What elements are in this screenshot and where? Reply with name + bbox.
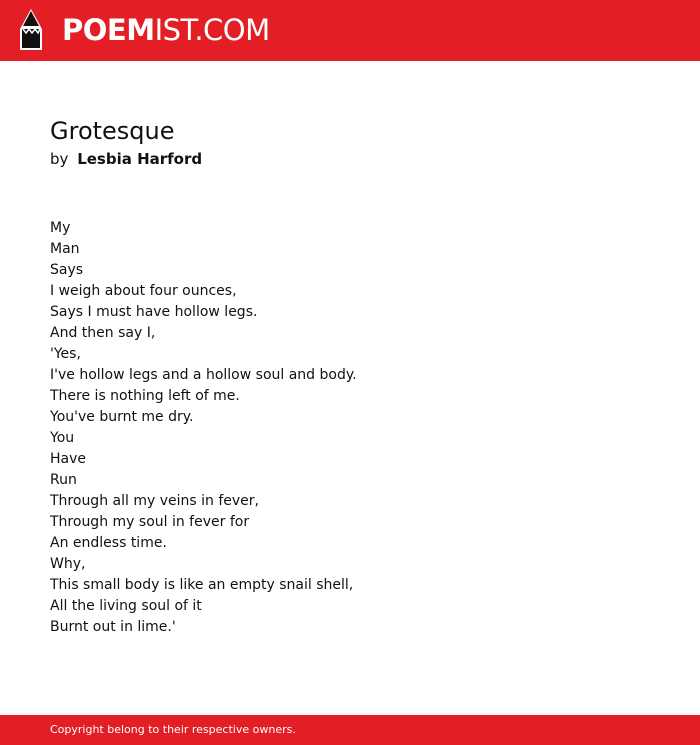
brand-bold: POEM [62,13,155,47]
author-link[interactable]: Lesbia Harford [77,150,203,168]
poem-line: Through my soul in fever for [50,514,250,530]
poem-title: Grotesque [50,117,175,145]
poem-body [50,218,357,638]
poem-line: I've hollow legs and a hollow soul and body. [50,367,357,383]
site-footer [0,715,700,745]
poem-line: You've burnt me dry. [50,409,194,425]
poem-line: Man [50,241,80,257]
poem-line: This small body is like an empty snail shell, [50,577,354,593]
copyright-notice: Copyright belong to their respective owners. [50,723,296,736]
poem-line: Says I must have hollow legs. [50,304,258,320]
poem-line: There is nothing left of me. [50,388,240,404]
poem-line: Have [50,451,87,467]
poem-line: And then say I, [50,325,156,341]
poem-line: Says [50,262,84,278]
poem-line: Through all my veins in fever, [50,493,259,509]
poem-line: Burnt out in lime.' [50,619,176,635]
poem-line: Run [50,472,77,488]
pencil-tip-icon[interactable] [16,9,46,51]
poem-byline [50,148,202,170]
brand-thin: IST.COM [154,13,270,47]
poem-line: My [50,220,71,236]
by-label: by [50,150,69,168]
poem-line: Why, [50,556,86,572]
site-header [0,0,700,61]
poem-line: An endless time. [50,535,167,551]
site-logo-text[interactable] [62,12,270,48]
poem-line: I weigh about four ounces, [50,283,237,299]
poem-line: All the living soul of it [50,598,202,614]
poem-line: You [50,430,75,446]
poem-line: 'Yes, [50,346,81,362]
